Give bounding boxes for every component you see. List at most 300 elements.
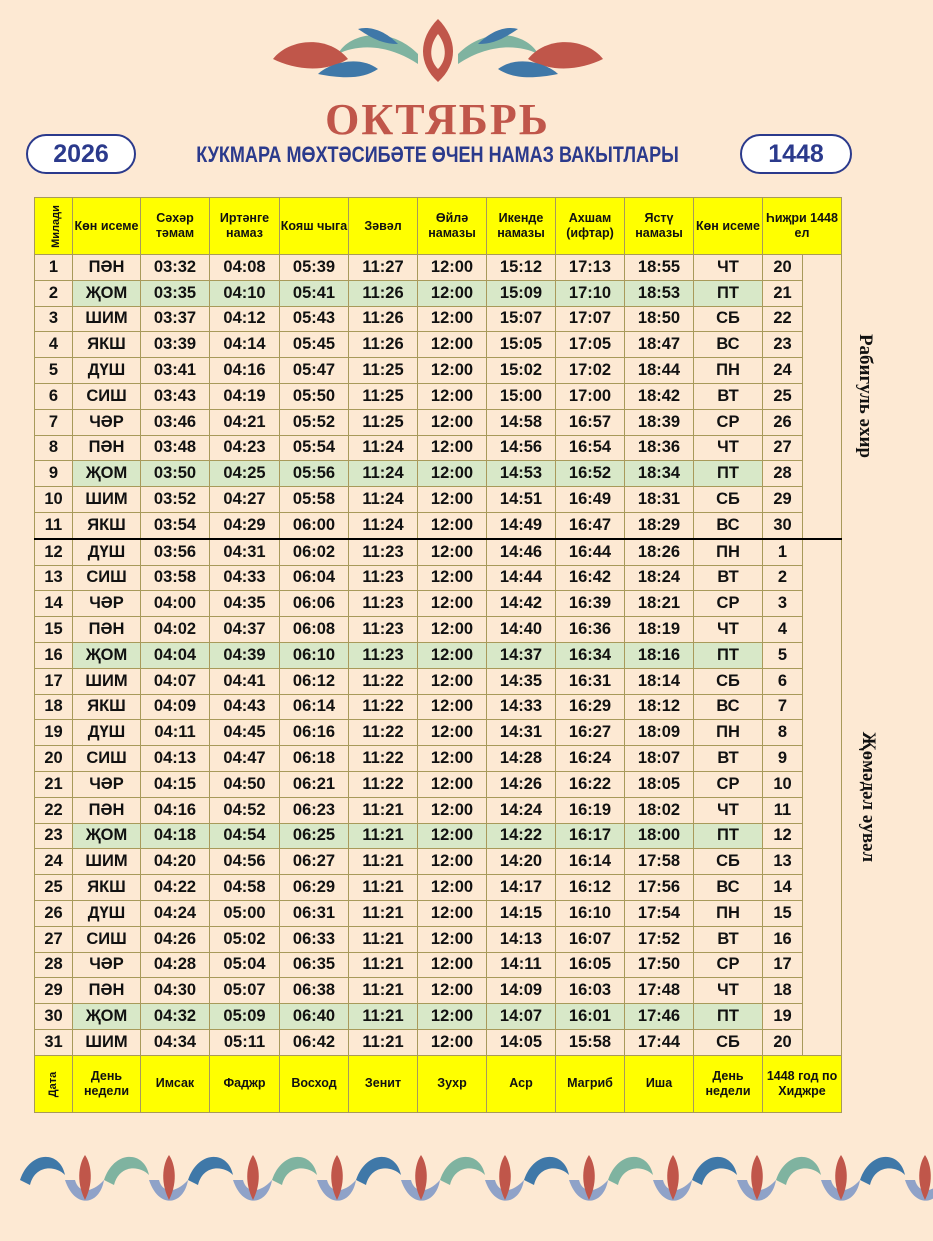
table-cell: ҖОМ xyxy=(73,823,141,849)
table-row xyxy=(35,306,842,332)
table-cell: 4 xyxy=(763,617,803,643)
ornament-motif xyxy=(692,1155,776,1201)
table-row xyxy=(35,849,842,875)
table-cell: ЯКШ xyxy=(73,512,141,538)
table-cell: 13 xyxy=(763,849,803,875)
table-cell: 03:46 xyxy=(141,409,210,435)
table-cell: 16:44 xyxy=(556,539,625,565)
table-cell: 06:27 xyxy=(280,849,349,875)
table-cell: 18:39 xyxy=(625,409,694,435)
header-row-cell: Көн исеме xyxy=(73,198,141,255)
table-cell: 19 xyxy=(763,1004,803,1030)
table-cell: ПТ xyxy=(694,1004,763,1030)
table-cell: 11:25 xyxy=(349,358,418,384)
table-cell: 28 xyxy=(35,952,73,978)
table-cell: 04:21 xyxy=(210,409,280,435)
ornament-motif xyxy=(188,1155,272,1201)
table-row xyxy=(35,617,842,643)
table-cell: 17:58 xyxy=(625,849,694,875)
table-cell: 12:00 xyxy=(418,771,487,797)
table-cell: 22 xyxy=(763,306,803,332)
table-cell: 14:37 xyxy=(487,642,556,668)
table-cell: 05:56 xyxy=(280,461,349,487)
table-cell: 18:09 xyxy=(625,720,694,746)
table-cell: 06:33 xyxy=(280,926,349,952)
table-cell: 04:43 xyxy=(210,694,280,720)
table-cell: 05:50 xyxy=(280,383,349,409)
table-row xyxy=(35,797,842,823)
table-cell: 05:02 xyxy=(210,926,280,952)
table-cell: 30 xyxy=(763,512,803,538)
footer-row-cell: Дата xyxy=(35,1055,73,1112)
table-cell: 12:00 xyxy=(418,409,487,435)
footer-row-cell: День недели xyxy=(694,1055,763,1112)
table-cell: 16:14 xyxy=(556,849,625,875)
table-cell: 29 xyxy=(763,487,803,513)
table-cell: 16:05 xyxy=(556,952,625,978)
table-cell: ВТ xyxy=(694,383,763,409)
header-row-cell: Һиҗри 1448 ел xyxy=(763,198,842,255)
table-cell: ДҮШ xyxy=(73,720,141,746)
table-cell: 12:00 xyxy=(418,900,487,926)
table-cell: 16:42 xyxy=(556,565,625,591)
table-cell: 12:00 xyxy=(418,512,487,538)
table-cell: 04:50 xyxy=(210,771,280,797)
table-cell: 17:05 xyxy=(556,332,625,358)
table-cell: 18 xyxy=(763,978,803,1004)
table-cell: 06:16 xyxy=(280,720,349,746)
table-cell: 15:58 xyxy=(556,1029,625,1055)
table-cell: 04:47 xyxy=(210,746,280,772)
table-cell: 18:07 xyxy=(625,746,694,772)
table-row xyxy=(35,383,842,409)
table-cell: 11:23 xyxy=(349,565,418,591)
table-cell: ЧТ xyxy=(694,978,763,1004)
table-cell: 12:00 xyxy=(418,306,487,332)
table-cell: 12:00 xyxy=(418,952,487,978)
table-cell: 18:53 xyxy=(625,280,694,306)
table-cell: 06:08 xyxy=(280,617,349,643)
table-cell: 05:43 xyxy=(280,306,349,332)
table-cell: 04:14 xyxy=(210,332,280,358)
table-cell: 16:31 xyxy=(556,668,625,694)
table-cell: 11:21 xyxy=(349,823,418,849)
table-cell: 18:47 xyxy=(625,332,694,358)
table-cell: 11:26 xyxy=(349,332,418,358)
table-cell: ВТ xyxy=(694,565,763,591)
table-cell: 12:00 xyxy=(418,461,487,487)
table-cell: 03:35 xyxy=(141,280,210,306)
ornament-motif xyxy=(356,1155,440,1201)
table-cell: 05:11 xyxy=(210,1029,280,1055)
table-cell: ЧӘР xyxy=(73,771,141,797)
table-cell: СИШ xyxy=(73,383,141,409)
table-cell: 22 xyxy=(35,797,73,823)
table-cell: 06:42 xyxy=(280,1029,349,1055)
table-cell: ШИМ xyxy=(73,849,141,875)
table-cell: 04:35 xyxy=(210,591,280,617)
table-cell: 31 xyxy=(35,1029,73,1055)
table-cell: 17:46 xyxy=(625,1004,694,1030)
ornament-motif xyxy=(860,1155,933,1201)
table-cell: 12:00 xyxy=(418,694,487,720)
table-cell: 15:07 xyxy=(487,306,556,332)
table-cell: 27 xyxy=(763,435,803,461)
table-cell: 16:17 xyxy=(556,823,625,849)
footer-row-cell: Зенит xyxy=(349,1055,418,1112)
table-cell: ЯКШ xyxy=(73,875,141,901)
table-cell: 14:24 xyxy=(487,797,556,823)
table-cell: 06:35 xyxy=(280,952,349,978)
table-cell: 03:50 xyxy=(141,461,210,487)
table-cell: 18:34 xyxy=(625,461,694,487)
table-cell: ЧӘР xyxy=(73,952,141,978)
table-cell: 14:28 xyxy=(487,746,556,772)
table-cell: ПН xyxy=(694,358,763,384)
table-cell: 27 xyxy=(35,926,73,952)
header-row-cell: Милади xyxy=(35,198,73,255)
table-cell: 11:23 xyxy=(349,617,418,643)
table-cell: 15:09 xyxy=(487,280,556,306)
table-cell: 14:40 xyxy=(487,617,556,643)
table-cell: 18:02 xyxy=(625,797,694,823)
table-cell: ПӘН xyxy=(73,617,141,643)
table-cell: ҖОМ xyxy=(73,642,141,668)
table-cell: 04:31 xyxy=(210,539,280,565)
table-cell: 18:44 xyxy=(625,358,694,384)
table-cell: 11:22 xyxy=(349,720,418,746)
table-cell: 13 xyxy=(35,565,73,591)
table-cell: 05:58 xyxy=(280,487,349,513)
table-row xyxy=(35,435,842,461)
table-cell: 12:00 xyxy=(418,332,487,358)
table-cell: 6 xyxy=(763,668,803,694)
table-cell: 17 xyxy=(763,952,803,978)
table-cell: 23 xyxy=(763,332,803,358)
table-cell: СБ xyxy=(694,487,763,513)
table-cell: ВС xyxy=(694,332,763,358)
table-cell: 03:52 xyxy=(141,487,210,513)
table-cell: 18:16 xyxy=(625,642,694,668)
table-cell: СИШ xyxy=(73,565,141,591)
hijri-year-badge: 1448 xyxy=(740,134,852,174)
table-cell: ДҮШ xyxy=(73,900,141,926)
table-cell: 1 xyxy=(35,255,73,281)
table-cell: 29 xyxy=(35,978,73,1004)
table-cell: 18:24 xyxy=(625,565,694,591)
table-cell: 06:14 xyxy=(280,694,349,720)
table-cell: 11:23 xyxy=(349,539,418,565)
table-cell: 14:09 xyxy=(487,978,556,1004)
table-cell: 06:06 xyxy=(280,591,349,617)
table-cell: 14:31 xyxy=(487,720,556,746)
table-cell: 06:21 xyxy=(280,771,349,797)
table-cell: 15:00 xyxy=(487,383,556,409)
table-cell: 04:15 xyxy=(141,771,210,797)
table-cell: 04:18 xyxy=(141,823,210,849)
table-cell: 04:22 xyxy=(141,875,210,901)
hijri-month-label: Җөмәдәл әувәл xyxy=(803,539,842,1055)
table-cell: 03:43 xyxy=(141,383,210,409)
header-row-cell: Кояш чыга xyxy=(280,198,349,255)
table-cell: 17:13 xyxy=(556,255,625,281)
table-cell: 12:00 xyxy=(418,1029,487,1055)
table-cell: 7 xyxy=(35,409,73,435)
table-cell: СР xyxy=(694,409,763,435)
table-row xyxy=(35,978,842,1004)
table-cell: 25 xyxy=(763,383,803,409)
table-cell: 12:00 xyxy=(418,823,487,849)
table-cell: 11 xyxy=(763,797,803,823)
table-cell: 5 xyxy=(35,358,73,384)
table-cell: 14 xyxy=(35,591,73,617)
table-cell: 16 xyxy=(35,642,73,668)
table-cell: 05:41 xyxy=(280,280,349,306)
table-cell: 17:00 xyxy=(556,383,625,409)
table-cell: 12:00 xyxy=(418,617,487,643)
table-cell: 04:12 xyxy=(210,306,280,332)
table-cell: 04:08 xyxy=(210,255,280,281)
header-row-cell: Сәхәр тәмам xyxy=(141,198,210,255)
table-cell: 18:26 xyxy=(625,539,694,565)
table-row xyxy=(35,720,842,746)
table-cell: 17:44 xyxy=(625,1029,694,1055)
table-cell: 04:28 xyxy=(141,952,210,978)
table-cell: 7 xyxy=(763,694,803,720)
table-cell: 16:52 xyxy=(556,461,625,487)
table-cell: 11:22 xyxy=(349,694,418,720)
table-cell: 18:12 xyxy=(625,694,694,720)
table-cell: 11:26 xyxy=(349,280,418,306)
table-cell: 14:56 xyxy=(487,435,556,461)
ornament-motif xyxy=(440,1155,524,1201)
table-cell: 14:15 xyxy=(487,900,556,926)
footer-row-cell: Аср xyxy=(487,1055,556,1112)
table-cell: 04:26 xyxy=(141,926,210,952)
table-cell: 17 xyxy=(35,668,73,694)
table-cell: 16:01 xyxy=(556,1004,625,1030)
table-cell: ВС xyxy=(694,512,763,538)
table-cell: 11:24 xyxy=(349,435,418,461)
table-cell: 3 xyxy=(35,306,73,332)
table-cell: 21 xyxy=(35,771,73,797)
table-cell: 04:56 xyxy=(210,849,280,875)
table-cell: 14:33 xyxy=(487,694,556,720)
table-cell: ШИМ xyxy=(73,668,141,694)
table-cell: 06:04 xyxy=(280,565,349,591)
header-row-cell: Ахшам (ифтар) xyxy=(556,198,625,255)
table-cell: 16:54 xyxy=(556,435,625,461)
table-cell: 04:07 xyxy=(141,668,210,694)
table-cell: 1 xyxy=(763,539,803,565)
table-cell: 04:13 xyxy=(141,746,210,772)
table-cell: 11:21 xyxy=(349,1029,418,1055)
table-cell: 04:11 xyxy=(141,720,210,746)
table-cell: 05:04 xyxy=(210,952,280,978)
table-cell: 18:19 xyxy=(625,617,694,643)
table-cell: 16:34 xyxy=(556,642,625,668)
table-cell: 14:22 xyxy=(487,823,556,849)
table-cell: 14:11 xyxy=(487,952,556,978)
table-cell: 16:19 xyxy=(556,797,625,823)
table-cell: 14:58 xyxy=(487,409,556,435)
table-cell: 12:00 xyxy=(418,668,487,694)
table-cell: 06:12 xyxy=(280,668,349,694)
table-row xyxy=(35,1004,842,1030)
footer-row-cell: Имсак xyxy=(141,1055,210,1112)
table-cell: 26 xyxy=(35,900,73,926)
table-cell: ЧТ xyxy=(694,435,763,461)
table-cell: 06:31 xyxy=(280,900,349,926)
table-cell: 12:00 xyxy=(418,358,487,384)
table-cell: 16:57 xyxy=(556,409,625,435)
table-cell: 24 xyxy=(763,358,803,384)
table-cell: 2 xyxy=(35,280,73,306)
table-cell: 17:07 xyxy=(556,306,625,332)
table-cell: 12:00 xyxy=(418,926,487,952)
table-cell: 17:54 xyxy=(625,900,694,926)
table-cell: ШИМ xyxy=(73,1029,141,1055)
table-cell: ПӘН xyxy=(73,978,141,1004)
table-cell: ПӘН xyxy=(73,797,141,823)
table-cell: 11:22 xyxy=(349,771,418,797)
table-cell: 16:29 xyxy=(556,694,625,720)
table-cell: 04:25 xyxy=(210,461,280,487)
table-cell: 11:21 xyxy=(349,875,418,901)
table-cell: ПТ xyxy=(694,642,763,668)
table-cell: 16:03 xyxy=(556,978,625,1004)
table-cell: 14:46 xyxy=(487,539,556,565)
table-row xyxy=(35,461,842,487)
table-cell: ПН xyxy=(694,720,763,746)
table-cell: 16:12 xyxy=(556,875,625,901)
table-cell: ВС xyxy=(694,875,763,901)
hijri-month-label: Рабигуль әхир xyxy=(803,255,842,539)
table-cell: 14:05 xyxy=(487,1029,556,1055)
table-cell: 15 xyxy=(763,900,803,926)
table-row xyxy=(35,539,842,565)
table-cell: ҖОМ xyxy=(73,461,141,487)
table-cell: 03:41 xyxy=(141,358,210,384)
table-cell: 04:52 xyxy=(210,797,280,823)
table-cell: 11:24 xyxy=(349,461,418,487)
table-cell: 03:56 xyxy=(141,539,210,565)
table-cell: ПН xyxy=(694,900,763,926)
table-row xyxy=(35,358,842,384)
table-cell: ҖОМ xyxy=(73,1004,141,1030)
table-cell: 18:14 xyxy=(625,668,694,694)
table-row xyxy=(35,565,842,591)
table-cell: 16:49 xyxy=(556,487,625,513)
table-cell: 04:39 xyxy=(210,642,280,668)
table-cell: 03:32 xyxy=(141,255,210,281)
table-cell: ЧТ xyxy=(694,617,763,643)
table-cell: 14:26 xyxy=(487,771,556,797)
table-cell: 11:21 xyxy=(349,849,418,875)
table-cell: 06:38 xyxy=(280,978,349,1004)
table-cell: 12:00 xyxy=(418,565,487,591)
ornament-motif xyxy=(20,1155,104,1201)
table-cell: 06:00 xyxy=(280,512,349,538)
table-cell: 26 xyxy=(763,409,803,435)
table-cell: ҖОМ xyxy=(73,280,141,306)
table-cell: 06:10 xyxy=(280,642,349,668)
table-cell: 18:05 xyxy=(625,771,694,797)
table-cell: 14:07 xyxy=(487,1004,556,1030)
prayer-times-table xyxy=(34,197,880,1113)
table-cell: 12:00 xyxy=(418,849,487,875)
table-cell: 11:21 xyxy=(349,797,418,823)
table-cell: 04:29 xyxy=(210,512,280,538)
table-cell: 05:52 xyxy=(280,409,349,435)
table-cell: 8 xyxy=(763,720,803,746)
table-cell: 17:56 xyxy=(625,875,694,901)
table-cell: 15:02 xyxy=(487,358,556,384)
table-cell: 04:32 xyxy=(141,1004,210,1030)
table-cell: 15:05 xyxy=(487,332,556,358)
table-cell: 06:02 xyxy=(280,539,349,565)
ornament-motif xyxy=(524,1155,608,1201)
footer-row-cell: Зухр xyxy=(418,1055,487,1112)
table-cell: 04:19 xyxy=(210,383,280,409)
table-row xyxy=(35,771,842,797)
table-cell: 03:54 xyxy=(141,512,210,538)
ornament-motif xyxy=(104,1155,188,1201)
table-cell: 14:53 xyxy=(487,461,556,487)
table-cell: ВТ xyxy=(694,746,763,772)
table-cell: 04:00 xyxy=(141,591,210,617)
table-cell: ШИМ xyxy=(73,487,141,513)
table-cell: СР xyxy=(694,771,763,797)
table-cell: СР xyxy=(694,591,763,617)
footer-row-cell: 1448 год по Хиджре xyxy=(763,1055,842,1112)
table-cell: 12:00 xyxy=(418,875,487,901)
table-row xyxy=(35,1029,842,1055)
table-cell: 11:24 xyxy=(349,512,418,538)
table-cell: 04:09 xyxy=(141,694,210,720)
header-row-cell: Зәвәл xyxy=(349,198,418,255)
table-row xyxy=(35,746,842,772)
table-row xyxy=(35,952,842,978)
table-cell: 04:23 xyxy=(210,435,280,461)
table-cell: 11:23 xyxy=(349,591,418,617)
table-cell: 05:39 xyxy=(280,255,349,281)
table-cell: 03:58 xyxy=(141,565,210,591)
table-cell: 11:25 xyxy=(349,383,418,409)
table-cell: 14:17 xyxy=(487,875,556,901)
table-cell: 04:27 xyxy=(210,487,280,513)
table-cell: ЯКШ xyxy=(73,694,141,720)
table-cell: 17:02 xyxy=(556,358,625,384)
table-cell: СБ xyxy=(694,668,763,694)
footer-row-cell: Иша xyxy=(625,1055,694,1112)
table-cell: 04:16 xyxy=(210,358,280,384)
table-cell: 11 xyxy=(35,512,73,538)
table-row xyxy=(35,875,842,901)
table-cell: 18:29 xyxy=(625,512,694,538)
table-cell: 06:25 xyxy=(280,823,349,849)
table-cell: СР xyxy=(694,952,763,978)
table-cell: 04:33 xyxy=(210,565,280,591)
table-cell: ПТ xyxy=(694,280,763,306)
footer-row-cell: Фаджр xyxy=(210,1055,280,1112)
table-cell: ВТ xyxy=(694,926,763,952)
table-cell: 12 xyxy=(35,539,73,565)
footer-row-cell: Восход xyxy=(280,1055,349,1112)
table-cell: 06:40 xyxy=(280,1004,349,1030)
table-cell: 18 xyxy=(35,694,73,720)
table-cell: 9 xyxy=(35,461,73,487)
